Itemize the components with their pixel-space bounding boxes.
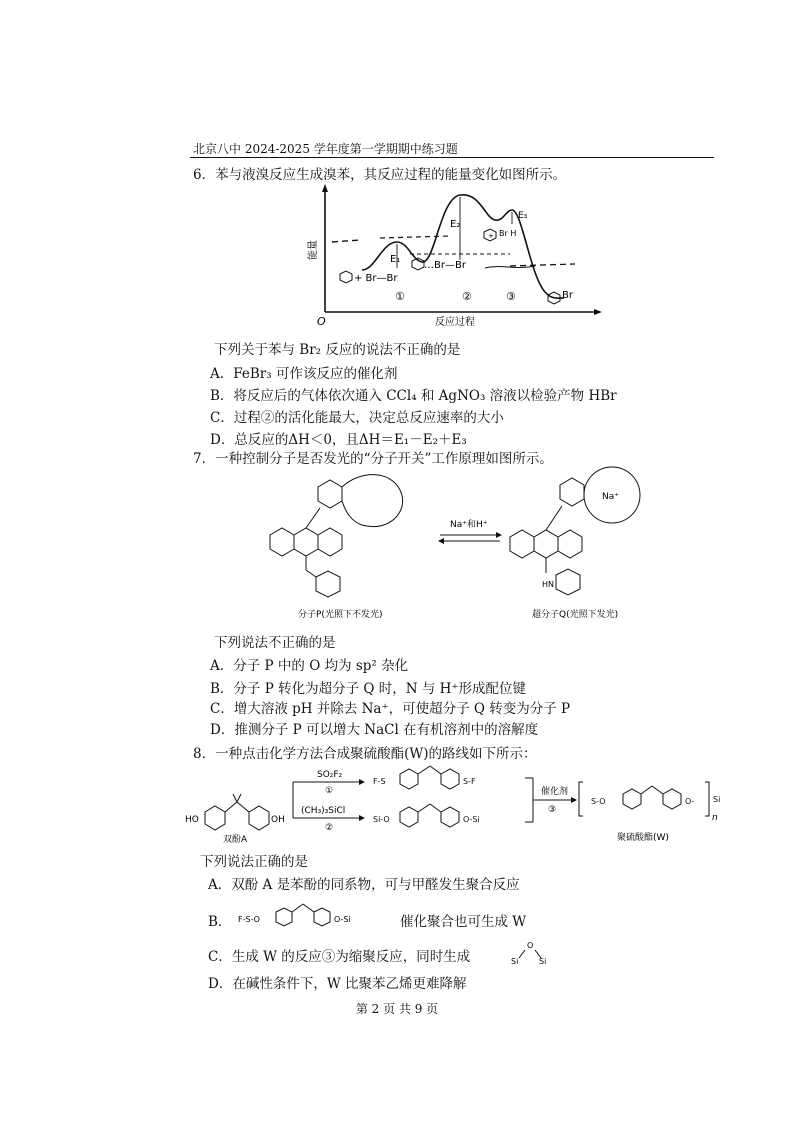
caption-q: 超分子Q(光照下发光) [532,610,619,620]
morpholine-q-icon [556,569,580,595]
q8-option-b-text: 催化聚合也可生成 W [400,914,527,930]
y-axis-arrow [322,184,328,192]
step-2: ② [325,823,334,833]
q7-option-d: D．推测分子 P 可以增大 NaCl 在有机溶剂中的溶解度 [210,722,539,738]
q7-stem: 7．一种控制分子是否发光的“分子开关”工作原理如图所示。 [193,451,553,467]
intermediate-label: Br H [499,229,517,238]
silyl-ether-intermediate-icon [373,804,480,827]
crown-ether-q-icon [560,467,640,523]
svg-text:O-Si: O-Si [463,815,480,824]
svg-text:F-S: F-S [373,777,386,786]
x-axis-label: 反应过程 [435,317,475,328]
product-label: Br [562,290,573,301]
svg-text:S-O: S-O [591,797,606,806]
hn-label: HN [542,580,554,589]
fluorosulfate-intermediate-icon [373,766,476,789]
svg-text:O-Si: O-Si [334,915,351,924]
q6-prompt: 下列关于苯与 Br₂ 反应的说法不正确的是 [214,342,461,358]
anthracene-p-icon [270,508,342,577]
x-axis-arrow [594,309,602,315]
q7-option-b: B．分子 P 转化为超分子 Q 时，N 与 H⁺形成配位键 [210,681,527,697]
arrow-label: Na⁺和H⁺ [450,520,488,530]
benzene-intermediate-icon [484,229,496,241]
exam-header: 北京八中 2024-2025 学年度第一学期期中练习题 [193,142,458,156]
svg-text:Si: Si [539,957,547,966]
stage-2: ② [462,290,472,303]
morpholine-p-icon [316,571,340,597]
anthracene-q-icon [510,506,582,573]
svg-text:+: + [488,232,494,240]
svg-text:F-S-O: F-S-O [238,915,260,924]
origin-label: O [317,315,326,328]
svg-text:Si: Si [713,795,721,804]
ho-label: HO [185,815,199,825]
catalyst-label: 催化剂 [541,787,569,797]
q8-option-c-siloxane [505,938,565,968]
q6-energy-diagram [300,180,610,330]
q7-option-c: C．增大溶液 pH 并除去 Na⁺，可使超分子 Q 转变为分子 P [210,701,571,717]
oh-label: OH [271,815,285,825]
q8-option-d: D．在碱性条件下，W 比聚苯乙烯更难降解 [208,976,467,992]
reagent-1: SO₂F₂ [317,770,343,780]
svg-text:O: O [527,941,534,950]
q6-stem: 6．苯与液溴反应生成溴苯，其反应过程的能量变化如图所示。 [193,167,567,183]
q8-stem: 8．一种点击化学方法合成聚硫酸酯(W)的路线如下所示： [193,746,537,762]
stage-1: ① [395,290,405,303]
q6-option-d: D．总反应的ΔH＜0，且ΔH＝E₁－E₂＋E₃ [210,432,467,448]
q6-option-a: A．FeBr₃ 可作该反应的催化剂 [210,366,398,382]
svg-text:O-: O- [685,797,695,806]
caption-p: 分子P(光照下不发光) [298,610,383,620]
sodium-ion-label: Na⁺ [602,492,619,502]
reactant-label: + Br—Br [354,273,398,284]
svg-text:Si-O: Si-O [373,815,390,824]
benzene-reactant-icon [340,271,352,283]
q8-option-a: A．双酚 A 是苯酚的同系物，可与甲醛发生聚合反应 [208,877,520,893]
q8-option-b-structure [236,898,396,934]
q8-synthesis-route [185,760,745,850]
step-3: ③ [548,805,557,815]
header-rule [190,157,714,158]
polysulfate-w-icon [579,782,720,816]
stage-3: ③ [506,290,516,303]
crown-ether-p-icon [318,475,403,527]
y-axis-label: 能量 [308,240,319,260]
q7-option-a: A．分子 P 中的 O 均为 sp² 杂化 [210,658,409,674]
e2-label: E₂ [450,219,461,230]
q7-prompt: 下列说法不正确的是 [214,635,336,651]
e3-label: E₃ [518,211,528,221]
q8-prompt: 下列说法正确的是 [200,854,308,870]
e1-label: E₁ [390,254,401,265]
svg-text:S-F: S-F [463,777,476,786]
polymer-n: n [712,813,718,823]
page-footer: 第 2 页 共 9 页 [355,1002,439,1016]
complex-label: …Br—Br [424,260,466,271]
bisphenol-a-icon [205,794,269,830]
polymer-w-name: 聚硫酸酯(W) [617,833,669,843]
q8-option-b-letter: B． [208,914,232,930]
q6-option-b: B．将反应后的气体依次通入 CCl₄ 和 AgNO₃ 溶液以检验产物 HBr [210,388,617,404]
q7-molecular-switch-diagram [250,465,660,625]
q6-option-c: C．过程②的活化能最大，决定总反应速率的大小 [210,410,504,426]
step-1: ① [325,786,334,796]
reagent-2: (CH₃)₃SiCl [301,806,346,816]
bisphenol-a-name: 双酚A [223,835,248,845]
q8-option-c: C．生成 W 的反应③为缩聚反应，同时生成 [208,949,471,965]
svg-text:Si: Si [511,957,519,966]
